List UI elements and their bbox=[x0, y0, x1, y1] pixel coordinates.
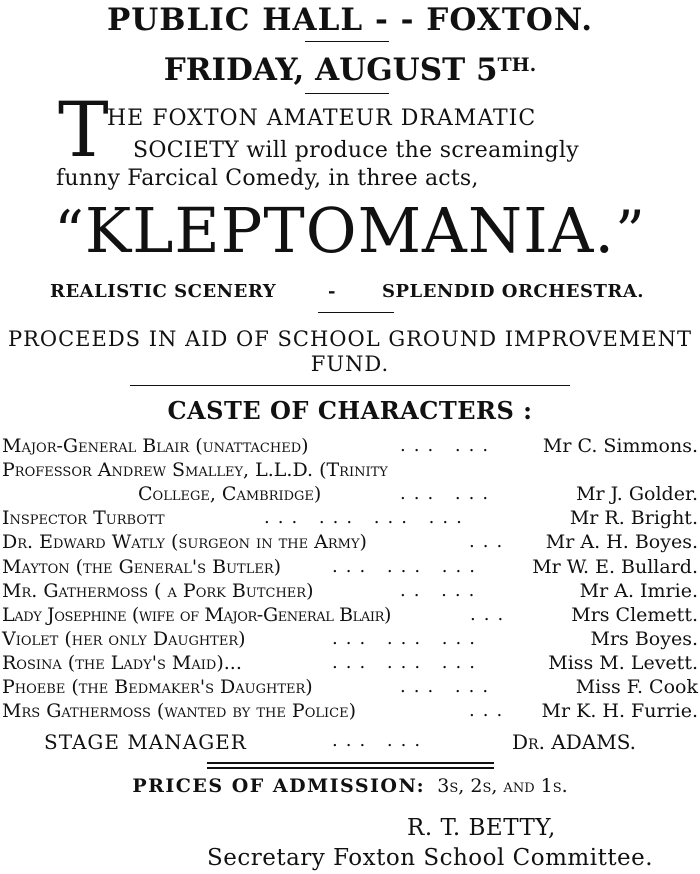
cast-role: Professor Andrew Smalley, L.L.D. (Trinity bbox=[2, 459, 388, 481]
cast-role: Violet (her only Daughter) bbox=[2, 628, 246, 650]
cast-actor: Mr R. Bright. bbox=[569, 507, 698, 529]
cast-dots: ... ... ... bbox=[332, 652, 483, 673]
divider bbox=[305, 93, 389, 94]
cast-actor: Mr J. Golder. bbox=[576, 483, 698, 505]
cast-role: College, Cambridge) bbox=[138, 483, 322, 505]
cast-dots: ... ... bbox=[400, 676, 497, 697]
date-suffix: TH. bbox=[497, 54, 537, 76]
signature-name: R. T. BETTY, bbox=[407, 815, 556, 841]
cast-role: Inspector Turbott bbox=[2, 507, 165, 529]
cast-heading: CASTE OF CHARACTERS : bbox=[167, 396, 533, 425]
cast-role: Phoebe (the Bedmaker's Daughter) bbox=[2, 676, 313, 698]
cast-actor: Mrs Clemett. bbox=[571, 604, 698, 626]
cast-role: Mrs Gathermoss (wanted by the Police) bbox=[2, 700, 356, 722]
cast-dots: ... bbox=[469, 700, 511, 721]
feature-orchestra: SPLENDID ORCHESTRA. bbox=[382, 281, 645, 302]
divider bbox=[207, 767, 494, 769]
cast-actor: Mr K. H. Furrie. bbox=[541, 700, 698, 722]
stage-manager-dots: ... ... bbox=[332, 730, 429, 751]
date-main: FRIDAY, AUGUST 5 bbox=[163, 52, 498, 88]
divider bbox=[305, 41, 389, 42]
cast-dots: ... bbox=[469, 531, 511, 552]
cast-actor: Mr A. H. Boyes. bbox=[545, 531, 698, 553]
cast-actor: Mrs Boyes. bbox=[590, 628, 698, 650]
cast-role: Dr. Edward Watly (surgeon in the Army) bbox=[2, 531, 367, 553]
play-title bbox=[0, 196, 700, 267]
intro-line-3: funny Farcical Comedy, in three acts, bbox=[56, 166, 479, 191]
cast-actor: Mr W. E. Bullard. bbox=[532, 556, 698, 578]
divider bbox=[207, 762, 494, 764]
cast-actor: Miss F. Cook bbox=[575, 676, 698, 698]
cast-dots: ... ... ... ... bbox=[264, 507, 470, 528]
cast-dots: ... bbox=[470, 604, 512, 625]
stage-manager-label: STAGE MANAGER bbox=[44, 730, 247, 754]
cast-actor: Miss M. Levett. bbox=[548, 652, 698, 674]
stage-manager-name: Dr. ADAMS. bbox=[512, 730, 637, 754]
divider bbox=[318, 312, 394, 313]
prices-label: PRICES OF ADMISSION: bbox=[132, 775, 426, 797]
cast-dots: .. ... bbox=[400, 580, 483, 601]
prices-values: 3s, 2s, and 1s. bbox=[437, 775, 568, 797]
drop-cap: T bbox=[58, 85, 109, 174]
cast-dots: ... ... ... bbox=[332, 556, 483, 577]
cast-role: Lady Josephine (wife of Major-General Blair) bbox=[2, 604, 392, 626]
cast-actor: Mr A. Imrie. bbox=[579, 580, 698, 602]
feature-scenery: REALISTIC SCENERY bbox=[50, 281, 277, 302]
cast-dots: ... ... ... bbox=[332, 628, 483, 649]
cast-role: Rosina (the Lady's Maid)... bbox=[2, 652, 242, 674]
cast-role: Major-General Blair (unattached) bbox=[2, 435, 309, 457]
venue-heading: PUBLIC HALL - - FOXTON. bbox=[106, 2, 594, 38]
prices-line bbox=[0, 775, 700, 797]
cast-role: Mr. Gathermoss ( a Pork Butcher) bbox=[2, 580, 314, 602]
proceeds-line-1: PROCEEDS IN AID OF SCHOOL GROUND IMPROVEMENT bbox=[7, 327, 693, 351]
divider bbox=[130, 385, 570, 386]
signature-title: Secretary Foxton School Committee. bbox=[207, 845, 654, 871]
cast-actor: Mr C. Simmons. bbox=[542, 435, 698, 457]
cast-role: Mayton (the General's Butler) bbox=[2, 556, 282, 578]
cast-dots: ... ... bbox=[400, 435, 497, 456]
intro-line-1: HE FOXTON AMATEUR DRAMATIC bbox=[107, 106, 537, 131]
feature-separator: - bbox=[328, 281, 336, 302]
proceeds-line-2: FUND. bbox=[310, 352, 390, 376]
open-quote: “ bbox=[54, 198, 85, 266]
close-quote: ” bbox=[615, 198, 646, 266]
intro-line-2: SOCIETY will produce the screamingly bbox=[133, 138, 579, 163]
date-heading bbox=[0, 52, 700, 88]
cast-dots: ... ... bbox=[400, 483, 497, 504]
play-title-text: KLEPTOMANIA. bbox=[84, 194, 616, 267]
